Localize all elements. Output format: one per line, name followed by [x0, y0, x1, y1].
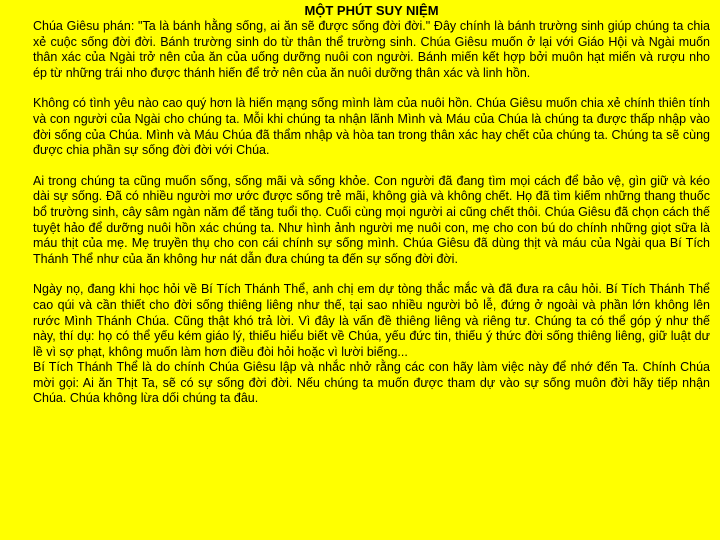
page-title: MỘT PHÚT SUY NIỆM: [304, 3, 439, 18]
paragraph-spacer: [33, 159, 710, 174]
paragraph-1: Chúa Giêsu phán: "Ta là bánh hằng sống, ai ăn sẽ được sống đời đời." Đây chính là bánh trường sinh giúp chúng ta chia xẻ cuộc sống đời đời. Bánh trường sinh do từ thân thể trường sinh. Chúa Giêsu muốn ở lại với Giáo Hội và Ngài muốn thân xác của Ngài trở nên của ăn của uống dưỡng nuôi con người. Bánh miến kết hợp bởi muôn hạt miến và rượu nho ép từ những trái nho được thánh hiến để trở nên của ăn nuôi dưỡng thân xác và linh hồn.: [33, 19, 710, 80]
paragraph-4: Ngày nọ, đang khi học hỏi về Bí Tích Thánh Thể, anh chị em dự tòng thắc mắc và đã đưa ra câu hỏi. Bí Tích Thánh Thể cao qúi và cần thiết cho đời sống thiêng liêng như thế, tại sao nhiều người bỏ lễ, đứng ở ngoài và phần lớn không lên rước Mình Thánh Chúa. Cũng thật khó trả lời. Vì đây là vấn đề thiêng liêng và riêng tư. Chúng ta có thể góp ý như thế này, thí dụ: họ có thể yếu kém giáo lý, thiếu hiểu biết về Chúa, yếu đức tin, thiếu ý thức đời sống thiêng liêng, giữ luật dư lề vì sợ phạt, không muốn làm hơn điều đòi hỏi hoặc vì lười biếng...: [33, 282, 710, 359]
paragraph-spacer: [33, 81, 710, 96]
paragraph-spacer: [33, 267, 710, 282]
paragraph-3: Ai trong chúng ta cũng muốn sống, sống mãi và sống khỏe. Con người đã đang tìm mọi cách để bảo vệ, gìn giữ và kéo dài sự sống. Đã có nhiều người mơ ước được sống trẻ mãi, không già và không chết. Họ đã tìm kiếm những thang thuốc bổ trường sinh, cây sâm ngàn năm để tăng tuổi thọ. Cuối cùng mọi người ai cũng chết thôi. Chúa Giêsu đã chọn cách thế tuyệt hảo để dưỡng nuôi hồn xác chúng ta. Như hình ảnh người mẹ nuôi con, mẹ cho con bú do chính những giọt sữa là máu thịt của mẹ. Mẹ truyền thụ cho con cái chính sự sống mình. Chúa Giêsu đã dùng thịt và máu của Ngài qua Bí Tích Thánh Thể như của ăn không hư nát dẫn đưa chúng ta đến sự sống đời đời.: [33, 173, 710, 266]
paragraph-5: Bí Tích Thánh Thể là do chính Chúa Giêsu lập và nhắc nhở rằng các con hãy làm việc này để nhớ đến Ta. Chính Chúa mời gọi: Ai ăn Thịt Ta, sẽ có sự sống đời đời. Nếu chúng ta muốn được tham dự vào sự sống muôn đời hãy tiếp nhận Chúa. Chúa không lừa dối chúng ta đâu.: [33, 360, 710, 406]
paragraph-2: Không có tình yêu nào cao quý hơn là hiến mạng sống mình làm của nuôi hồn. Chúa Giêsu muốn chia xẻ chính thiên tính và con người của Ngài cho chúng ta. Mỗi khi chúng ta nhận lãnh Mình và Máu của Chúa là chúng ta được thấp nhập vào đời sống của Chúa. Mình và Máu Chúa đã thẩm nhập và hòa tan trong thân xác hay chết của chúng ta. Chúng ta sẽ cùng được chia phần sự sống đời đời với Chúa.: [33, 96, 710, 158]
